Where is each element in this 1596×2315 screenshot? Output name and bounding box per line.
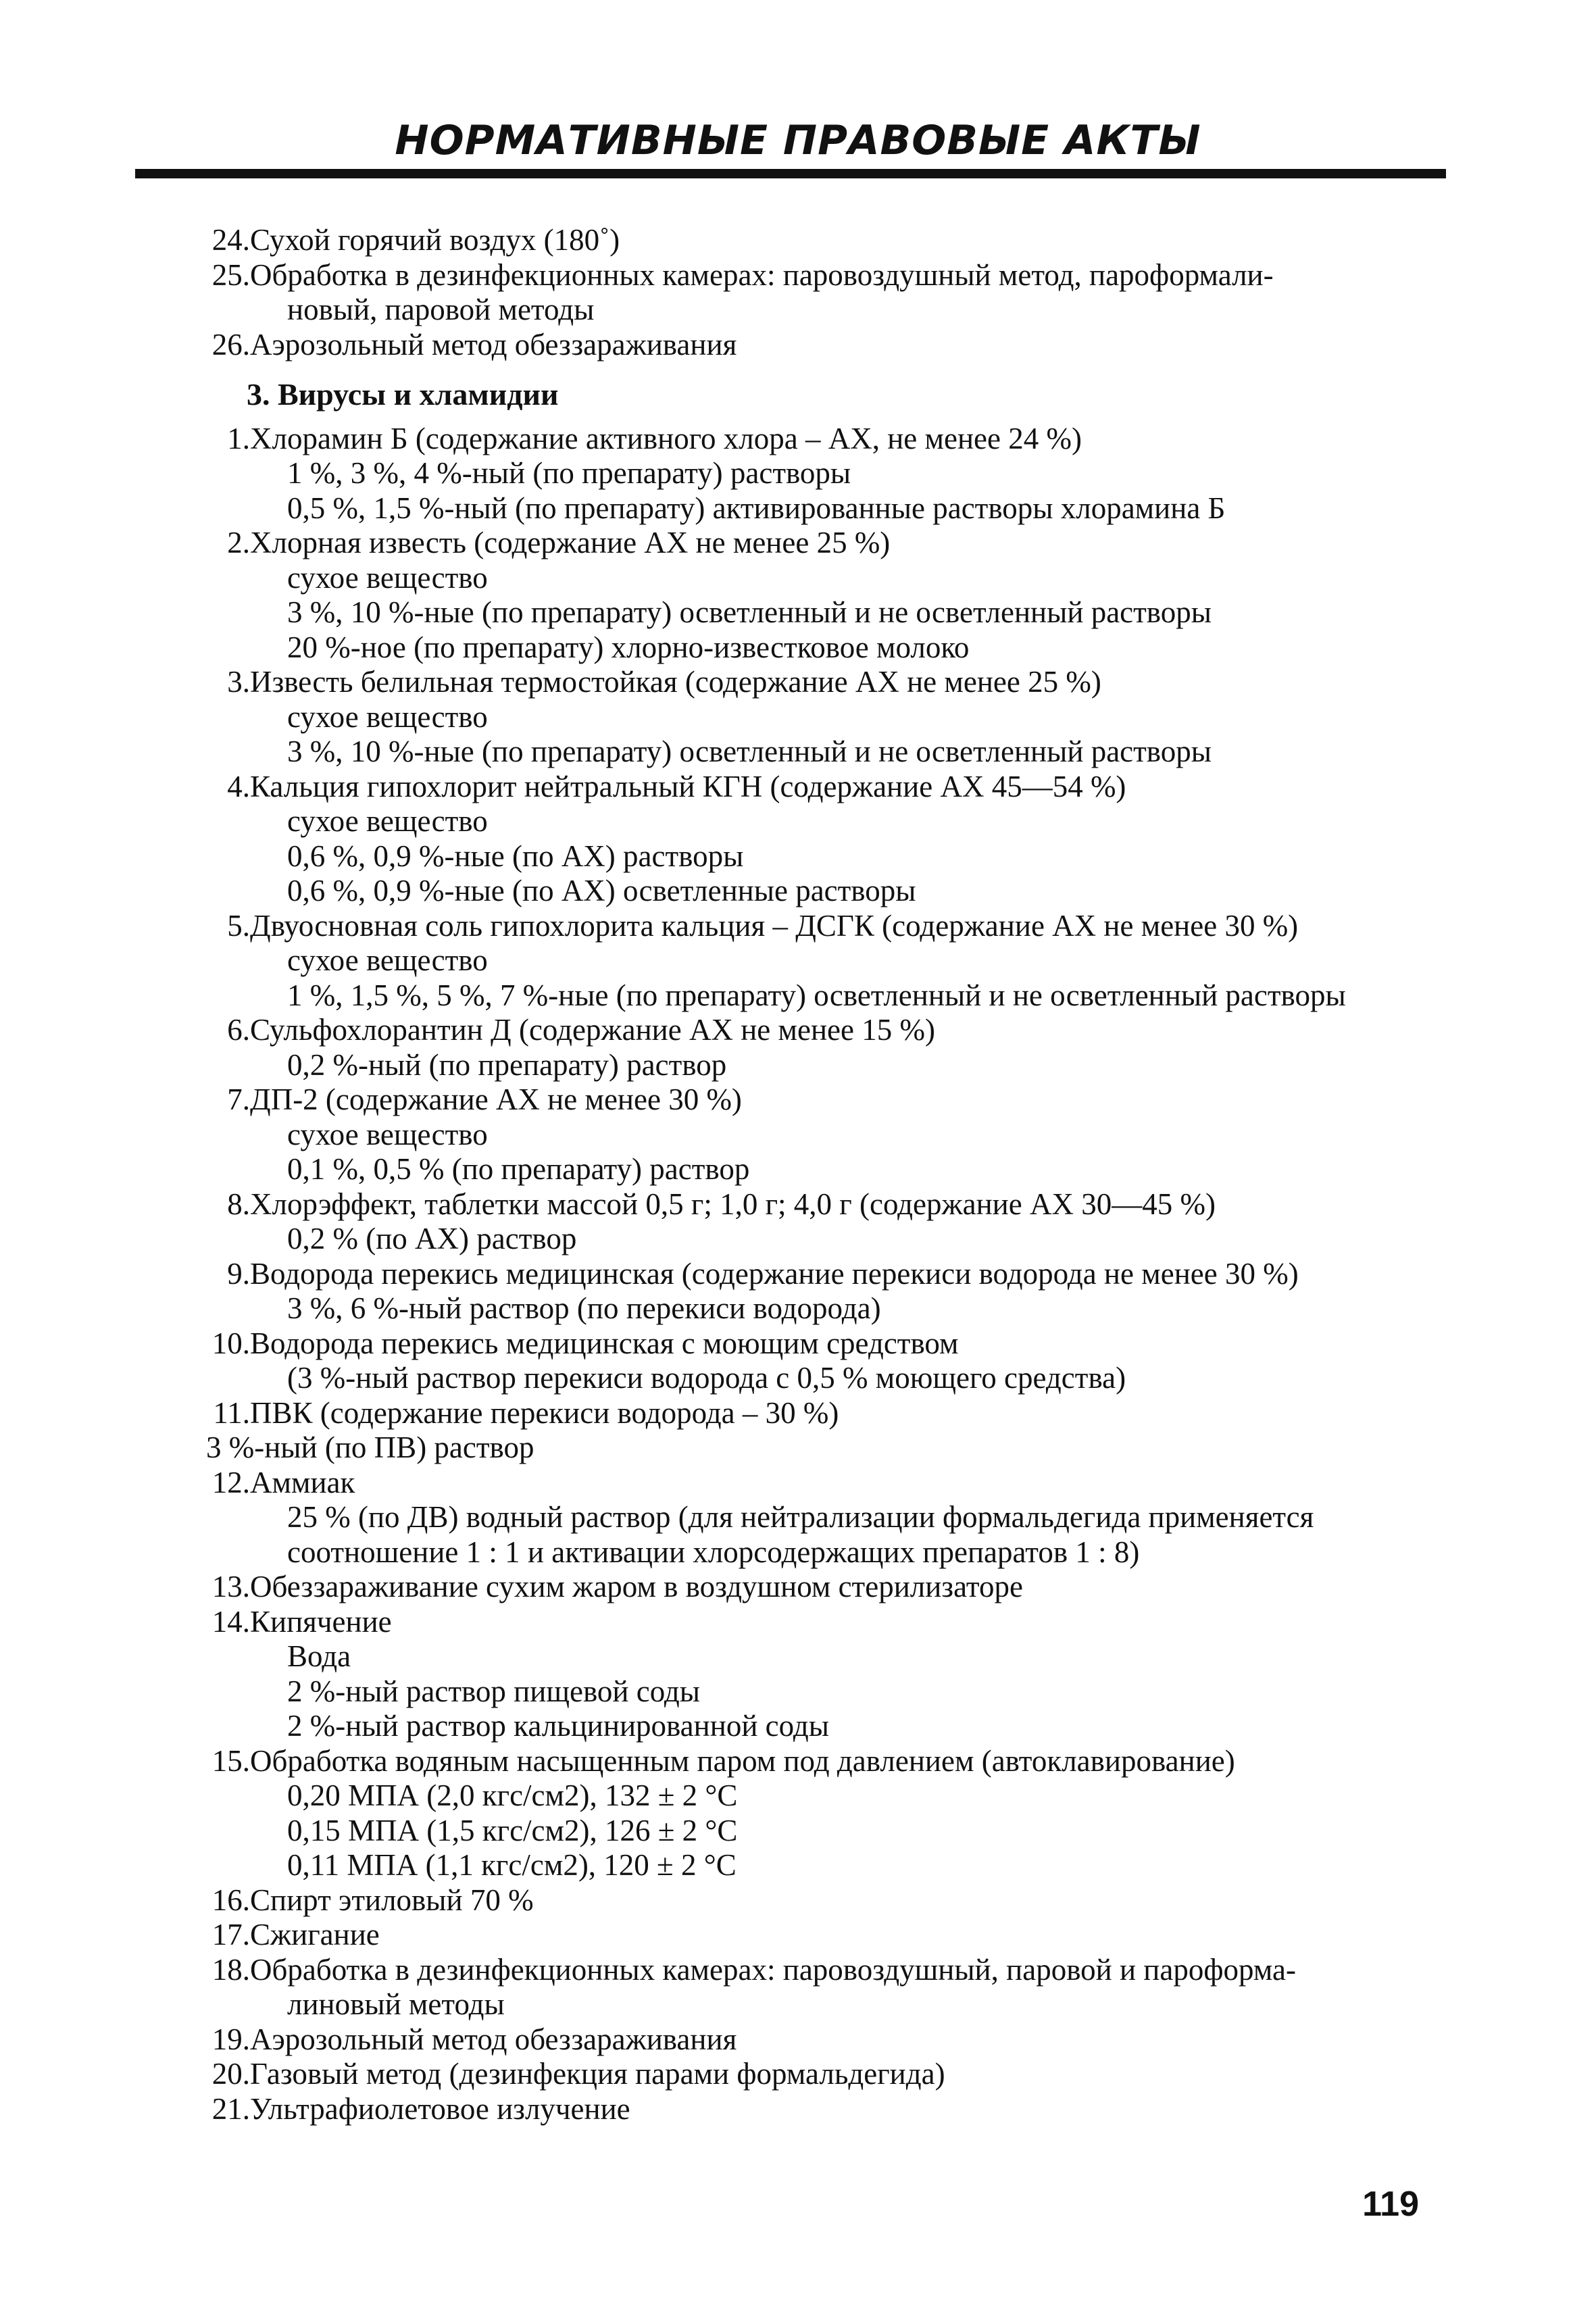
item-subline: 2 %-ный раствор кальцинированной соды (287, 1709, 829, 1743)
item-text: Сухой горячий воздух (180˚) (250, 223, 620, 257)
numbered-item (0, 909, 1596, 944)
item-subline: 0,15 МПА (1,5 кгс/см2), 126 ± 2 °С (287, 1813, 738, 1847)
item-number: 1. (227, 421, 250, 455)
numbered-item (0, 1187, 1596, 1222)
item-number: 13. (211, 1570, 250, 1603)
numbered-item (0, 1326, 1596, 1362)
item-text: Сжигание (250, 1918, 380, 1951)
numbered-item (0, 223, 1596, 258)
item-text: Известь белильная термостойкая (содержание АХ не менее 25 %) (250, 665, 1101, 699)
item-number: 20. (211, 2057, 250, 2091)
item-subline: 2 %-ный раствор пищевой соды (287, 1674, 701, 1708)
item-subline: 0,6 %, 0,9 %-ные (по АХ) растворы (287, 839, 744, 873)
item-subline: сухое вещество (287, 699, 488, 734)
item-text: Кальция гипохлорит нейтральный КГН (содержание АХ 45—54 %) (250, 769, 1126, 803)
numbered-item (0, 1953, 1596, 1988)
item-text: Спирт этиловый 70 % (250, 1883, 534, 1917)
item-number: 9. (227, 1256, 250, 1291)
item-number: 14. (211, 1604, 250, 1639)
item-text: Хлорная известь (содержание АХ не менее 25 %) (250, 526, 891, 559)
item-subline: сухое вещество (287, 943, 488, 977)
numbered-item (0, 1570, 1596, 1605)
item-number: 4. (227, 769, 250, 803)
item-text: Двуосновная соль гипохлорита кальция – ДСГК (содержание АХ не менее 30 %) (250, 908, 1299, 943)
numbered-item (0, 1605, 1596, 1640)
item-number: 6. (227, 1013, 250, 1047)
running-header-title: НОРМАТИВНЫЕ ПРАВОВЫЕ АКТЫ (395, 117, 1201, 164)
item-subline: Вода (287, 1639, 351, 1673)
item-subline: 25 % (по ДВ) водный раствор (для нейтрализации формальдегида применяется (287, 1500, 1314, 1534)
item-subline: 0,1 %, 0,5 % (по препарату) раствор (287, 1152, 750, 1186)
item-subline: 3 %, 6 %-ный раствор (по перекиси водорода) (287, 1291, 881, 1325)
numbered-item (0, 665, 1596, 700)
numbered-item (0, 1744, 1596, 1779)
item-text: Газовый метод (дезинфекция парами формальдегида) (250, 2057, 945, 2091)
item-subline: 1 %, 3 %, 4 %-ный (по препарату) растворы (287, 456, 851, 490)
item-text: Водорода перекись медицинская с моющим средством (250, 1326, 959, 1360)
item-number: 26. (211, 327, 250, 362)
item-continuation: новый, паровой методы (287, 293, 595, 326)
item-number: 16. (211, 1883, 250, 1917)
item-number: 12. (211, 1465, 250, 1499)
item-text: Обработка в дезинфекционных камерах: паровоздушный, паровой и пароформа- (250, 1952, 1296, 1987)
item-number: 7. (227, 1082, 250, 1116)
item-number: 17. (211, 1918, 250, 1951)
item-subline: сухое вещество (287, 1117, 488, 1151)
numbered-item (0, 1466, 1596, 1501)
item-text: Обеззараживание сухим жаром в воздушном стерилизаторе (250, 1570, 1023, 1603)
numbered-item (0, 1257, 1596, 1292)
item-text: Аммиак (250, 1465, 355, 1499)
item-subline: 0,5 %, 1,5 %-ный (по препарату) активированные растворы хлорамина Б (287, 491, 1226, 525)
item-number: 21. (211, 2091, 250, 2126)
numbered-item (0, 1082, 1596, 1118)
numbered-item (0, 422, 1596, 457)
numbered-item (0, 1013, 1596, 1048)
item-number: 19. (211, 2022, 250, 2056)
item-number: 15. (211, 1743, 250, 1778)
item-subline: (3 %-ный раствор перекиси водорода с 0,5 % моющего средства) (287, 1361, 1126, 1395)
item-number: 5. (227, 908, 250, 943)
item-number: 3. (227, 665, 250, 699)
numbered-item (0, 328, 1596, 363)
item-text: Обработка в дезинфекционных камерах: паровоздушный метод, пароформали- (250, 257, 1274, 292)
item-number: 2. (227, 526, 250, 559)
header-rule (135, 169, 1446, 178)
item-subline: 0,2 % (по АХ) раствор (287, 1222, 577, 1255)
numbered-item (0, 2022, 1596, 2058)
item-text: ПВК (содержание перекиси водорода – 30 %) (250, 1395, 839, 1430)
item-number: 25. (211, 257, 250, 292)
item-text: Хлорамин Б (содержание активного хлора – АХ, не менее 24 %) (250, 421, 1082, 455)
item-subline: 3 %, 10 %-ные (по препарату) осветленный и не осветленный растворы (287, 735, 1212, 768)
item-subline: 1 %, 1,5 %, 5 %, 7 %-ные (по препарату) осветленный и не осветленный растворы (287, 978, 1346, 1012)
numbered-item (0, 2092, 1596, 2127)
item-number: 24. (211, 223, 250, 257)
item-subline: 20 %-ное (по препарату) хлорно-известковое молоко (287, 630, 970, 664)
item-text: Водорода перекись медицинская (содержание перекиси водорода не менее 30 %) (250, 1256, 1299, 1291)
spacer (0, 412, 1596, 422)
item-subline: соотношение 1 : 1 и активации хлорсодержащих препаратов 1 : 8) (287, 1535, 1140, 1569)
item-text: Кипячение (250, 1604, 392, 1639)
numbered-item (0, 770, 1596, 805)
item-subline: 3 %, 10 %-ные (по препарату) осветленный и не осветленный растворы (287, 595, 1212, 629)
item-text: Сульфохлорантин Д (содержание АХ не менее 15 %) (250, 1013, 935, 1047)
spacer (0, 362, 1596, 377)
numbered-item (0, 258, 1596, 293)
item-text: Обработка водяным насыщенным паром под давлением (автоклавирование) (250, 1743, 1235, 1778)
item-text: Аэрозольный метод обеззараживания (250, 2022, 737, 2056)
item-text: Ультрафиолетовое излучение (250, 2091, 630, 2126)
item-subline: линовый методы (287, 1987, 505, 2021)
item-text: Хлорэффект, таблетки массой 0,5 г; 1,0 г; 4,0 г (содержание АХ 30—45 %) (250, 1187, 1216, 1221)
item-text: ДП-2 (содержание АХ не менее 30 %) (250, 1082, 742, 1116)
numbered-item (0, 1396, 1596, 1431)
numbered-item (0, 1883, 1596, 1918)
item-subline: 0,11 МПА (1,1 кгс/см2), 120 ± 2 °С (287, 1848, 737, 1882)
item-number: 11. (213, 1395, 250, 1430)
item-subline: сухое вещество (287, 804, 488, 838)
item-number: 18. (211, 1952, 250, 1987)
item-subline: 0,20 МПА (2,0 кгс/см2), 132 ± 2 °С (287, 1778, 738, 1812)
section-heading: 3. Вирусы и хламидии (247, 377, 559, 412)
item-text: Аэрозольный метод обеззараживания (250, 327, 737, 362)
item-number: 10. (211, 1326, 250, 1360)
item-number: 8. (227, 1187, 250, 1221)
document-body (0, 223, 1596, 2126)
item-subline: сухое вещество (287, 560, 488, 595)
numbered-item (0, 2057, 1596, 2092)
item-subline: 3 %-ный (по ПВ) раствор (206, 1430, 534, 1464)
numbered-item (0, 526, 1596, 561)
item-subline: 0,6 %, 0,9 %-ные (по АХ) осветленные растворы (287, 874, 916, 907)
numbered-item (0, 1918, 1596, 1953)
page-number: 119 (1362, 2185, 1419, 2224)
item-subline: 0,2 %-ный (по препарату) раствор (287, 1047, 727, 1082)
